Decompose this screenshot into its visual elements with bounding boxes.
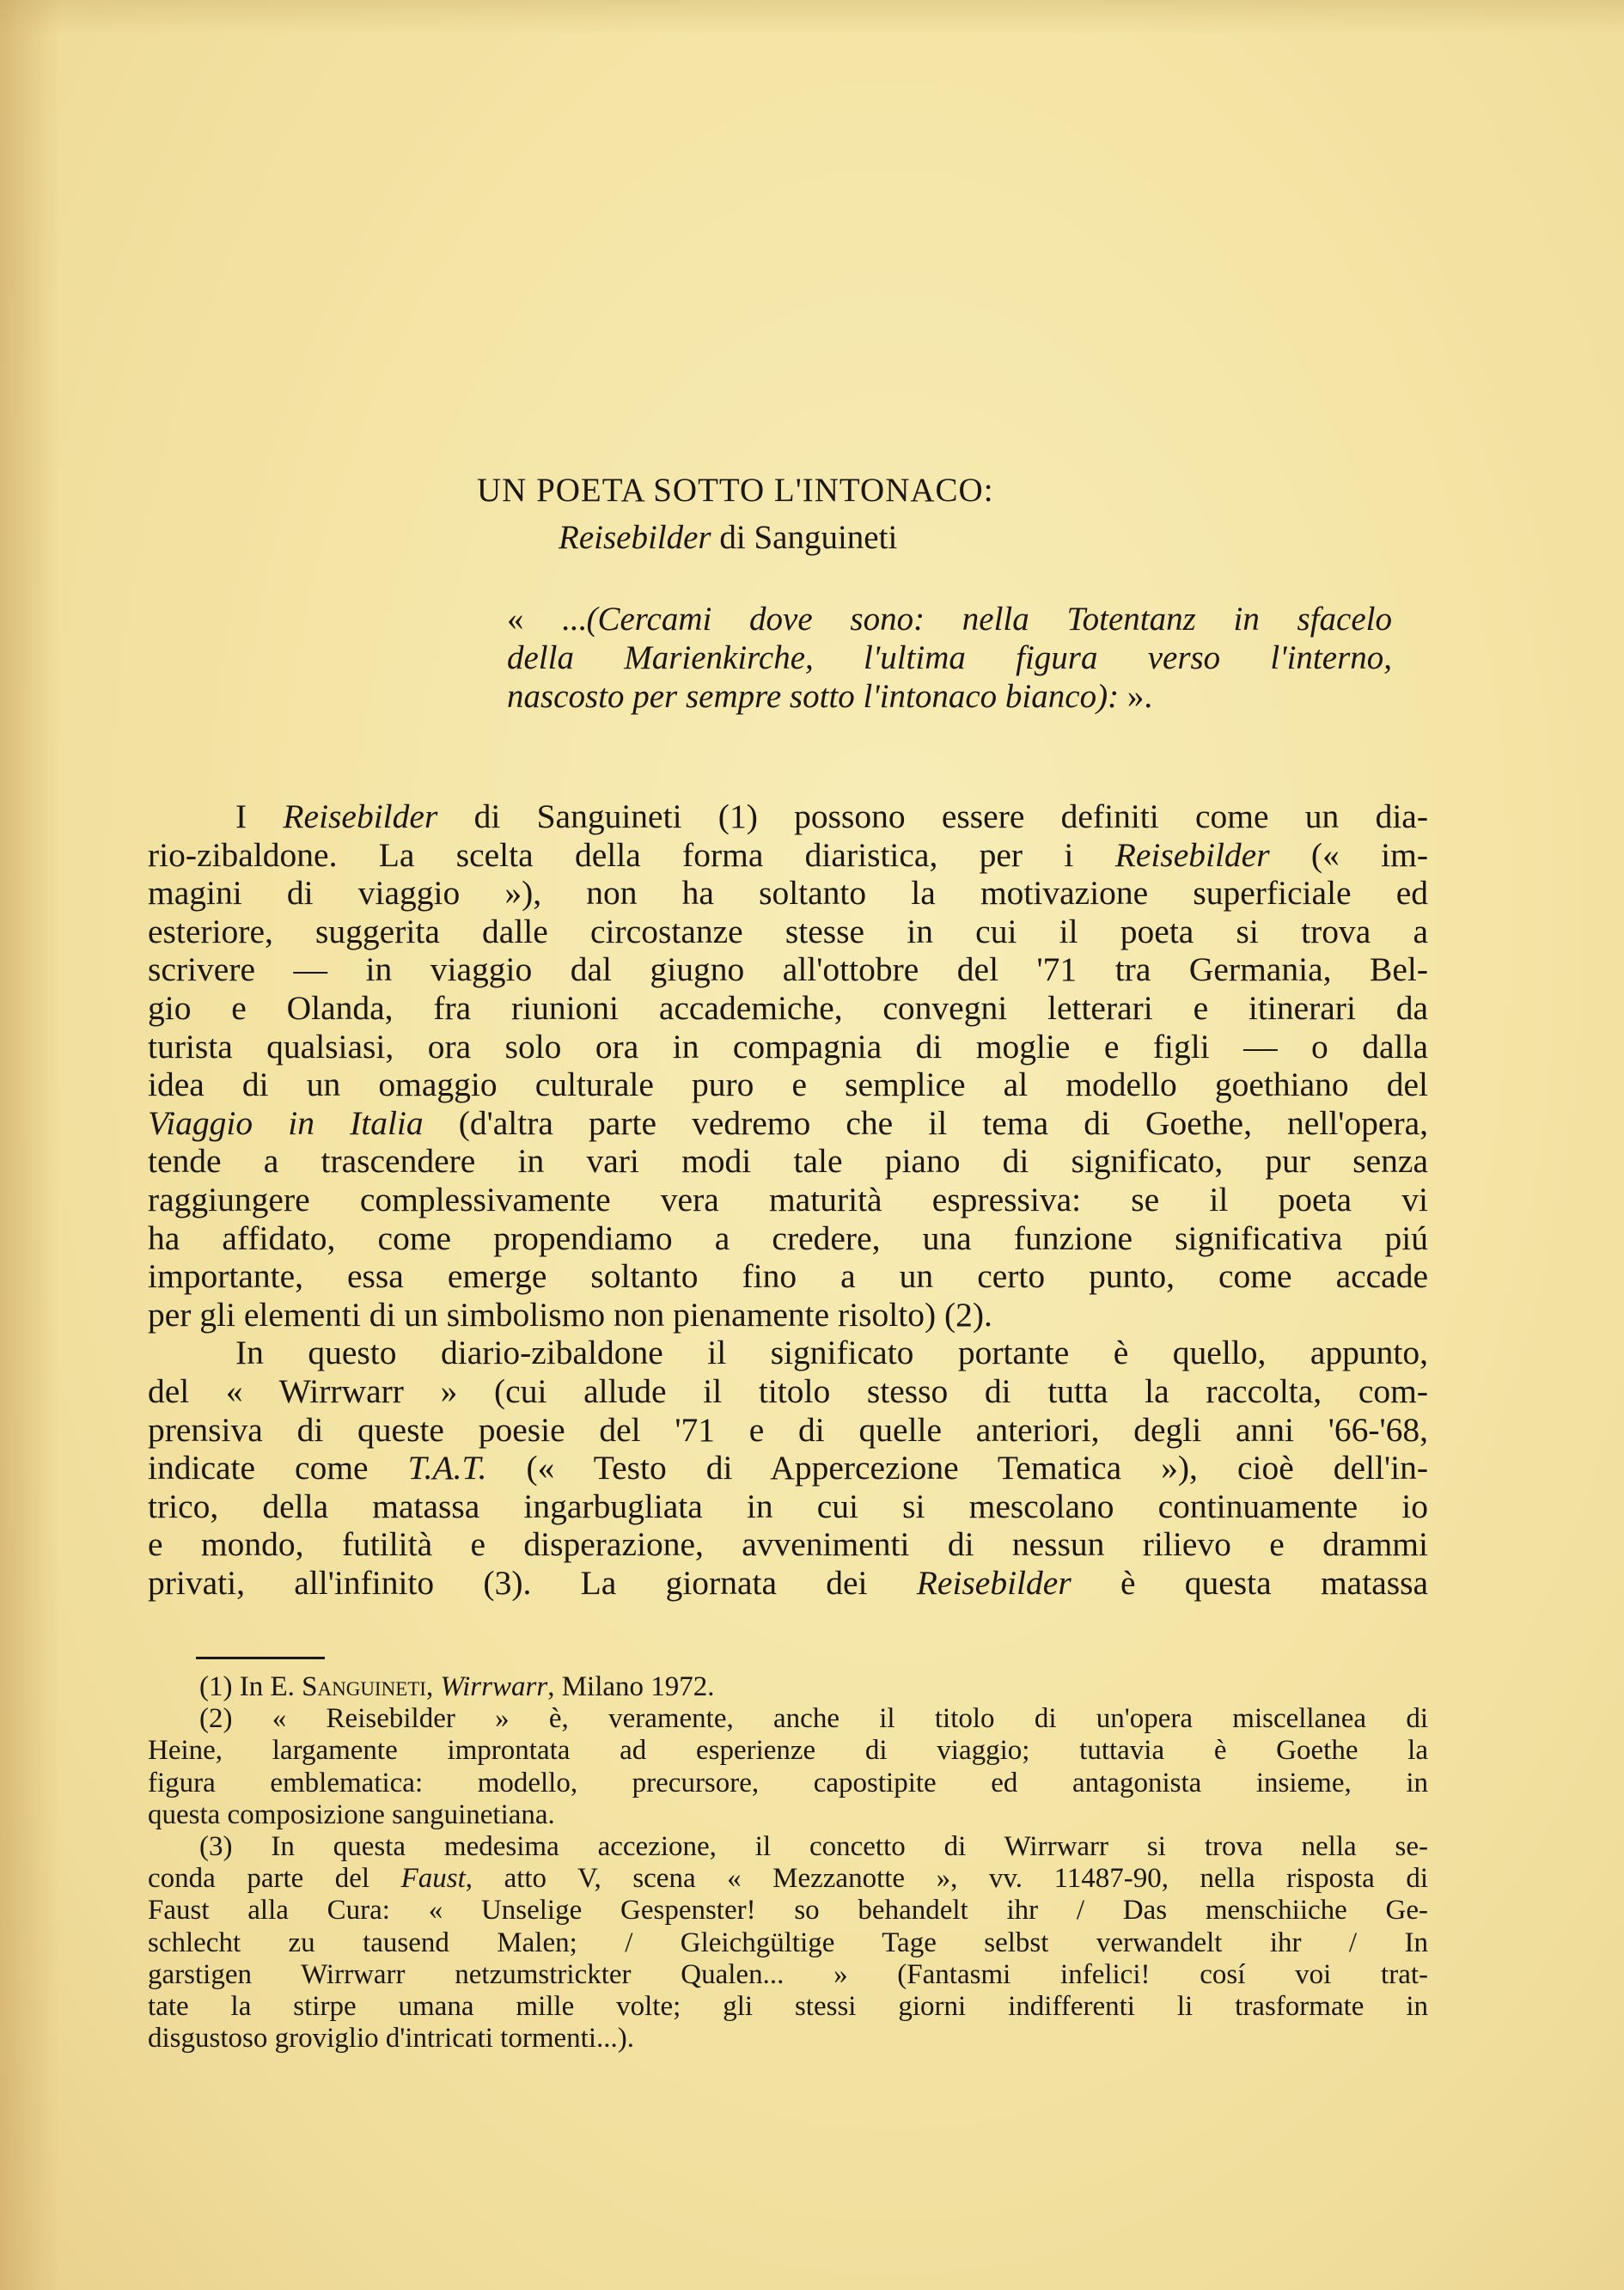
footnote-line xyxy=(148,1927,1428,1959)
footnote-text-run: , xyxy=(425,1671,441,1702)
subtitle-rest: di Sanguineti xyxy=(711,519,898,556)
footnote-line xyxy=(148,1991,1428,2023)
body-italic-run: Reisebilder xyxy=(283,797,438,835)
body-text-run: rio-zibaldone. La scelta della forma diaristica, per i xyxy=(148,835,1115,874)
body-line xyxy=(148,989,1428,1028)
body-line xyxy=(148,1525,1428,1564)
epigraph-text: della Marienkirche, l'ultima figura verso l'interno, xyxy=(507,639,1392,676)
footnote-text-run: Heine, largamente improntata ad esperienze di viaggio; tuttavia è Goethe la xyxy=(148,1735,1428,1767)
footnote-line xyxy=(148,1863,1428,1895)
epigraph-close-quote: ». xyxy=(1119,678,1153,715)
body-line xyxy=(148,836,1428,875)
body-italic-run: Reisebilder xyxy=(916,1563,1071,1602)
body-text-run: (« im- xyxy=(1269,835,1428,874)
footnote-text-run: tate la stirpe umana mille volte; gli stessi giorni indifferenti li trasformate in xyxy=(148,1991,1428,2023)
body-text-run: (d'altra parte vedremo che il tema di Goethe, nell'opera, xyxy=(423,1103,1429,1142)
body-text-run: In questo diario-zibaldone il significato portante è quello, appunto, xyxy=(235,1334,1428,1372)
body-text-run: indicate come xyxy=(148,1449,408,1487)
subtitle-italic: Reisebilder xyxy=(559,519,711,556)
footnote-line xyxy=(148,1959,1428,1991)
body-text-run: importante, essa emerge soltanto fino a un certo punto, come accade xyxy=(148,1257,1428,1296)
page-shadow-top xyxy=(0,0,1624,34)
epigraph-text: nascosto per sempre sotto l'intonaco bianco): xyxy=(507,678,1120,715)
footnote-text-run: disgustoso groviglio d'intricati tormenti...). xyxy=(148,2023,634,2055)
footnote-text-run: (2) « Reisebilder » è, veramente, anche il titolo di un'opera miscellanea di xyxy=(199,1703,1428,1735)
body-line xyxy=(148,1334,1428,1372)
body-text-run: è questa matassa xyxy=(1071,1563,1429,1602)
footnote-line xyxy=(148,1831,1428,1863)
body-line xyxy=(148,1104,1428,1143)
body-italic-run: Viaggio in Italia xyxy=(148,1103,424,1142)
body-text-run: di Sanguineti (1) possono essere definiti come un dia- xyxy=(437,797,1428,835)
footnote-line xyxy=(148,1768,1428,1799)
body-italic-run: T.A.T. xyxy=(407,1449,487,1487)
footnote-line xyxy=(148,1703,1428,1735)
footnote-text-run: conda parte del xyxy=(148,1863,401,1895)
epigraph-line xyxy=(507,600,1392,638)
epigraph-line xyxy=(507,638,1392,677)
epigraph-line xyxy=(507,677,1392,716)
body-text-run: esteriore, suggerita dalle circostanze stesse in cui il poeta si trova a xyxy=(148,912,1428,950)
body-text-run: scrivere — in viaggio dal giugno all'ottobre del '71 tra Germania, Bel- xyxy=(148,950,1428,989)
body-line xyxy=(148,1296,1428,1334)
page-shadow-left xyxy=(0,0,60,2290)
body-line xyxy=(148,797,1428,836)
body-text-run: turista qualsiasi, ora solo ora in compagnia di moglie e figli — o dalla xyxy=(148,1027,1428,1066)
body-line xyxy=(148,874,1428,913)
body-text-run: trico, della matassa ingarbugliata in cui si mescolano continuamente io xyxy=(148,1487,1428,1525)
body-text-run: raggiungere complessivamente vera maturità espressiva: se il poeta vi xyxy=(148,1180,1428,1218)
body-line xyxy=(148,1066,1428,1104)
body-line xyxy=(148,913,1428,951)
footnote-italic-run: Wirrwarr xyxy=(440,1671,548,1702)
footnote-line xyxy=(148,1895,1428,1927)
body-line xyxy=(148,1181,1428,1219)
body-text-run: idea di un omaggio culturale puro e semplice al modello goethiano del xyxy=(148,1066,1428,1104)
body-text-run: gio e Olanda, fra riunioni accademiche, convegni letterari e itinerari da xyxy=(148,988,1428,1027)
footnote-text-run: , Milano 1972. xyxy=(547,1671,715,1702)
footnote-text-run: , atto V, scena « Mezzanotte », vv. 11487-90, nella risposta di xyxy=(465,1863,1428,1895)
epigraph-text: (Cercami dove sono: nella Totentanz in sfacelo xyxy=(586,601,1393,638)
footnote-text-run: schlecht zu tausend Malen; / Gleichgültige Tage selbst verwandelt ihr / In xyxy=(148,1927,1428,1958)
body-line xyxy=(148,1564,1428,1603)
footnote-text-run: Faust alla Cura: « Unselige Gespenster! so behandelt ihr / Das menschiiche Ge- xyxy=(148,1895,1428,1927)
footnote-line xyxy=(148,2023,1428,2055)
body-text xyxy=(148,797,1428,1602)
footnote-text-run: questa composizione sanguinetiana. xyxy=(148,1798,555,1830)
footnote-line xyxy=(148,1671,1428,1703)
body-line xyxy=(148,1487,1428,1526)
epigraph-open-quote: « ... xyxy=(507,601,587,638)
body-line xyxy=(148,1028,1428,1066)
body-text-run: prensiva di queste poesie del '71 e di quelle anteriori, degli anni '66-'68, xyxy=(148,1410,1428,1449)
body-line xyxy=(148,1142,1428,1181)
body-text-run: magini di viaggio »), non ha soltanto la motivazione superficiale ed xyxy=(148,874,1428,913)
footnote-text-run: garstigen Wirrwarr netzumstrickter Qualen... » (Fantasmi infelici! cosí voi trat- xyxy=(148,1958,1428,1990)
epigraph xyxy=(507,600,1392,716)
article-title: UN POETA SOTTO L'INTONACO: xyxy=(477,472,994,509)
body-text-run: ha affidato, come propendiamo a credere, una funzione significativa piú xyxy=(148,1218,1428,1257)
body-line xyxy=(148,1372,1428,1411)
body-line xyxy=(148,1411,1428,1450)
body-text-run: I xyxy=(235,797,284,835)
footnote-text-run: figura emblematica: modello, precursore, capostipite ed antagonista insieme, in xyxy=(148,1767,1428,1798)
footnote-line xyxy=(148,1799,1428,1831)
body-text-run: per gli elementi di un simbolismo non pienamente risolto) (2). xyxy=(148,1295,992,1334)
body-text-run: privati, all'infinito (3). La giornata dei xyxy=(148,1563,917,1602)
footnote-author: Sanguineti xyxy=(302,1671,426,1702)
body-line xyxy=(148,1257,1428,1296)
footnote-italic-run: Faust xyxy=(400,1863,466,1895)
body-text-run: (« Testo di Appercezione Tematica »), cioè dell'in- xyxy=(486,1449,1428,1487)
footnote-line xyxy=(148,1735,1428,1767)
body-text-run: del « Wirrwarr » (cui allude il titolo stesso di tutta la raccolta, com- xyxy=(148,1371,1428,1410)
body-text-run: tende a trascendere in vari modi tale piano di significato, pur senza xyxy=(148,1142,1428,1181)
body-text-run: e mondo, futilità e disperazione, avvenimenti di nessun rilievo e drammi xyxy=(148,1525,1428,1564)
body-line xyxy=(148,1219,1428,1258)
body-italic-run: Reisebilder xyxy=(1114,835,1270,874)
body-line xyxy=(148,950,1428,989)
footnote-text-run: (1) In E. xyxy=(199,1671,302,1702)
footnote-text-run: (3) In questa medesima accezione, il concetto di Wirrwarr si trova nella se- xyxy=(199,1831,1428,1863)
body-line xyxy=(148,1449,1428,1487)
article-subtitle xyxy=(559,518,1418,557)
footnotes xyxy=(148,1671,1428,2055)
footnote-rule xyxy=(196,1657,325,1659)
